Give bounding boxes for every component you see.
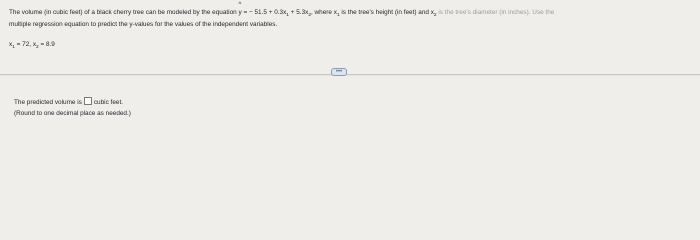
equation-part: = − 51.5 + 0.3x [241,9,287,16]
rounding-note: (Round to one decimal place as needed.) [14,110,131,117]
answer-section [14,97,131,119]
subscript: 2 [433,12,437,18]
question-text-part: is the tree's height (in feet) and x [339,9,434,16]
equation-part: + 5.3x [288,9,309,16]
subscript: 2 [308,12,311,18]
question-text-part: is the tree's diameter (in inches). Use the [436,9,555,16]
question-intro: The volume (in cubic feet) of a black cherry tree can be modeled by the equation [9,9,239,16]
independent-values [9,39,55,51]
subscript: 1 [12,44,15,50]
expand-more-button[interactable]: ••• [331,68,347,76]
x1-value: = 72, x [14,41,37,48]
answer-prefix: The predicted volume is [14,99,82,106]
answer-suffix: cubic feet. [93,99,123,106]
question-text-part: , where x [311,9,337,16]
x1-label: x [9,41,13,48]
question-line-1 [9,7,695,19]
answer-row [14,97,131,108]
answer-input[interactable] [84,97,92,105]
question-text [9,7,695,30]
x2-value: = 8.9 [38,41,55,48]
y-hat-symbol: ^ y [238,7,241,18]
subscript: 1 [286,12,289,18]
subscript: 2 [36,44,39,50]
section-divider-shadow [0,75,700,76]
subscript: 1 [336,12,340,18]
question-line-2: multiple regression equation to predict the y-values for the values of the independent variables. [9,21,278,28]
